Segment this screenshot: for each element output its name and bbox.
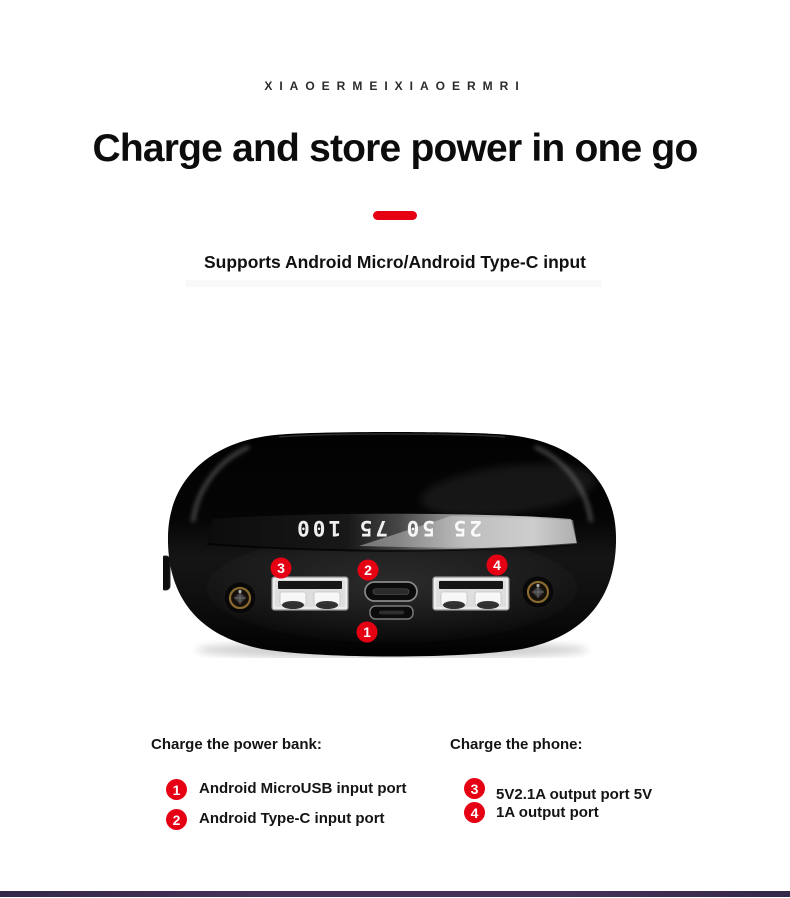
led-flashlight-right	[522, 576, 554, 608]
legend-label-3: 5V2.1A output port 5V	[496, 786, 653, 803]
port-badge-4-number: 4	[493, 557, 501, 573]
port-badge-2-number: 2	[364, 562, 372, 578]
legend-label-4: 1A output port	[496, 804, 599, 821]
page-title: Charge and store power in one go	[92, 127, 698, 170]
brand-text: XIAOERMEIXIAOERMRI	[264, 79, 526, 93]
usb-a-port-3	[272, 577, 348, 610]
port-badge-1	[357, 622, 378, 643]
micro-usb-port	[370, 606, 413, 619]
legend-badge-1: 1	[166, 779, 187, 800]
legend-badge-2: 2	[166, 809, 187, 830]
red-divider	[373, 211, 417, 220]
footer-bar	[0, 891, 790, 897]
subtitle-underlay	[186, 280, 602, 287]
display-digits: 25 50 75 100	[294, 516, 482, 540]
legend-left-heading: Charge the power bank:	[151, 736, 322, 753]
port-badge-4	[487, 555, 508, 576]
port-badge-3-number: 3	[277, 560, 285, 576]
port-badge-1-number: 1	[363, 624, 371, 640]
legend-badge-3: 3	[464, 778, 485, 799]
side-button	[163, 556, 170, 590]
legend-badge-4: 4	[464, 802, 485, 823]
power-bank-svg	[163, 430, 621, 658]
legend-right-heading: Charge the phone:	[450, 736, 583, 753]
usb-a-port-4	[433, 577, 509, 610]
port-badge-3	[271, 558, 292, 579]
product-photo	[163, 430, 621, 658]
type-c-port	[365, 582, 417, 601]
legend-label-2: Android Type-C input port	[199, 810, 385, 827]
led-flashlight-left	[224, 582, 256, 614]
legend-label-1: Android MicroUSB input port	[199, 780, 407, 797]
subtitle: Supports Android Micro/Android Type-C input	[203, 252, 587, 272]
port-badge-2	[358, 560, 379, 581]
